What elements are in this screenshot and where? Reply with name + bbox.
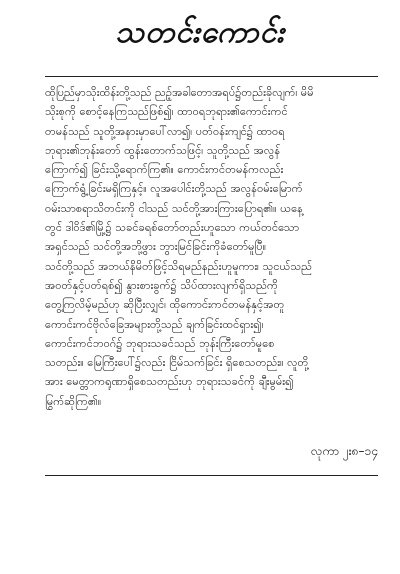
passage-line: ဘုရား၏ဘုန်းတော် ထွန်းတောက်သဖြင့်၊ သူတို့သည် အလွန် bbox=[45, 143, 281, 157]
passage-line: သတည်း။ မြေကြီးပေါ်၌လည်း ငြိမ်သက်ခြင်း ရှိစေသတည်း။ လူတို့ bbox=[45, 356, 309, 370]
passage-line: အရှင်သည် သင်တို့အဘို့ဖွား ဘွားမြင်ခြင်းကိုခံတော်မူပြီ။ bbox=[45, 240, 267, 254]
passage-line: ထိုပြည်မှာသိုးထိန်းတို့သည် ညဉ့်အခါတောအရပ်၌တည်းခိုလျက်၊ မိမိ bbox=[45, 86, 314, 99]
passage-line: တွင် ဒါဝိဒ်၏မြို့၌ သခင်ခရစ်တော်တည်းဟူသော ကယ်တင်သော bbox=[45, 221, 300, 235]
page-title: သတင်းကောင်း bbox=[115, 15, 285, 50]
passage-line: မြွက်ဆိုကြ၏။ bbox=[45, 394, 102, 408]
passage-line: ဝမ်းသာစရာသိတင်းကို ငါသည် သင်တို့အားကြားပြောရ၏။ ယနေ့ bbox=[45, 201, 303, 215]
passage-line: သင်တို့သည် အဘယ်နိမိတ်ဖြင့်သိရမည်နည်းဟူမူကား၊ သူငယ်သည် bbox=[45, 259, 313, 273]
passage-line: အား မေတ္တာကရုဏာရှိစေသတည်းဟု ဘုရားသခင်ကို ချီးမွမ်း၍ bbox=[45, 375, 294, 389]
passage-line: တမန်သည် သူတို့အနားမှာပေါ်လာ၍၊ ပတ်ဝန်းကျင်၌ ထာဝရ bbox=[45, 124, 285, 138]
bottom-divider bbox=[45, 475, 378, 476]
passage-line: တွေ့ကြလိမ့်မည်ဟု ဆိုပြီးလျှင်၊ ထိုကောင်းကင်တမန်နှင့်အတူ bbox=[45, 298, 285, 312]
scripture-passage bbox=[45, 83, 378, 411]
scripture-reference: လုကာ ၂း၈–၁၄ bbox=[310, 444, 378, 458]
top-divider bbox=[45, 76, 378, 77]
passage-line: သိုးစုကို စောင့်နေကြသည်ဖြစ်၍၊ ထာဝရဘုရား၏ကောင်းကင် bbox=[45, 105, 288, 119]
passage-line: ကြောက်၍ ခြင်းသို့ရောက်ကြ၏။ ကောင်းကင်တမန်ကလည်း bbox=[45, 163, 284, 177]
passage-line: ကောင်းကင်ဘဝဂ်၌ ဘုရားသခင်သည် ဘုန်းကြီးတော်မူစေ bbox=[45, 336, 275, 350]
passage-line: အဝတ်နှင့်ပတ်ရစ်၍ နွားစားခွက်၌ သိပ်ထားလျက်ရှိသည်ကို bbox=[45, 278, 278, 292]
passage-line: ကောင်းကင်ဗိုလ်ခြေအများတို့သည် ချက်ခြင်းထင်ရှား၍၊ bbox=[45, 317, 264, 331]
passage-line: ကြောက်ရွံ့ခြင်းမရှိကြနှင့်။ လူအပေါင်းတို့သည် အလွန်ဝမ်းမြောက် bbox=[45, 182, 303, 196]
